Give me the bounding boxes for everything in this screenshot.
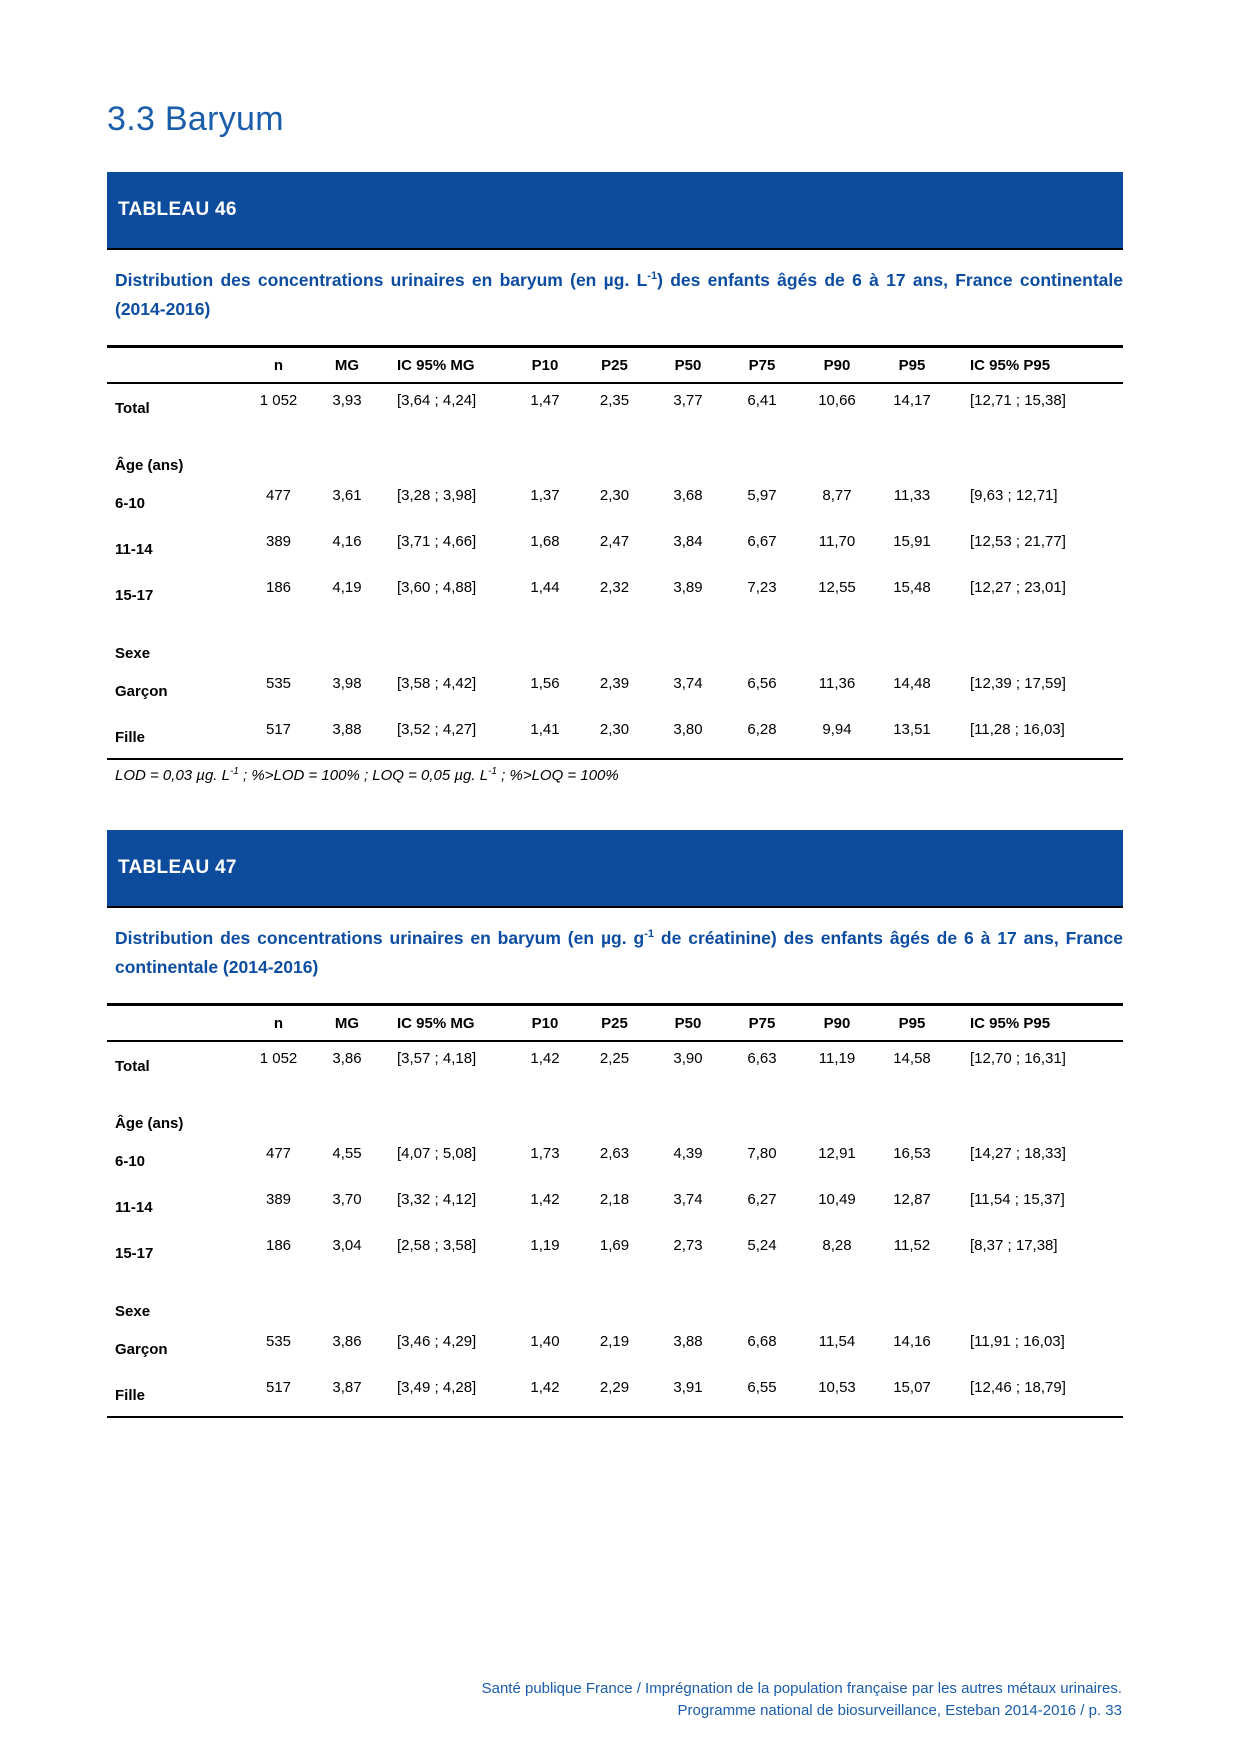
cell-6-10-ic-95-p95: [9,63 ; 12,71] — [970, 487, 1058, 504]
cell-garcon-p50: 3,74 — [673, 675, 703, 692]
column-header-blank — [107, 347, 245, 384]
cell-garcon-ic-95-mg: [3,46 ; 4,29] — [397, 1333, 477, 1350]
cell-sexe-mg — [312, 617, 382, 667]
table-row-total — [107, 1041, 1123, 1087]
column-header-p90: P90 — [799, 1005, 875, 1042]
cell-6-10-p25: 2,30 — [599, 487, 630, 504]
cell-sexe-p95 — [875, 1275, 949, 1325]
column-header-ic-95-p95: IC 95% P95 — [949, 1005, 1123, 1042]
row-label: 6-10 — [115, 495, 146, 512]
cell-11-14-p50: 3,74 — [673, 1191, 703, 1208]
cell-11-14-p25: 2,47 — [599, 533, 630, 550]
cell-total-p95: 14,17 — [893, 392, 931, 409]
cell-total-ic-95-mg: [3,57 ; 4,18] — [397, 1050, 477, 1067]
cell-11-14-p25: 2,18 — [599, 1191, 630, 1208]
cell-6-10-p95: 11,33 — [893, 487, 931, 504]
cell-11-14-n: 389 — [265, 533, 292, 550]
cell-garcon-ic-95-p95: [12,39 ; 17,59] — [970, 675, 1066, 692]
cell-age-ans-p75 — [725, 429, 799, 479]
cell-garcon-mg: 3,98 — [332, 675, 362, 692]
cell-total-mg: 3,93 — [332, 392, 362, 409]
column-header-n: n — [245, 347, 312, 384]
table-row-age-ans — [107, 1087, 1123, 1137]
cell-age-ans-p90 — [799, 1087, 875, 1137]
cell-age-ans-p25 — [578, 1087, 651, 1137]
cell-fille-p50: 3,80 — [673, 721, 703, 738]
cell-15-17-p25: 1,69 — [599, 1237, 630, 1254]
cell-15-17-ic-95-mg: [2,58 ; 3,58] — [397, 1237, 477, 1254]
cell-age-ans-ic-95-p95 — [949, 429, 1123, 479]
cell-6-10-mg: 3,61 — [332, 487, 362, 504]
cell-11-14-ic-95-p95: [12,53 ; 21,77] — [970, 533, 1066, 550]
cell-total-p50: 3,90 — [673, 1050, 703, 1067]
cell-11-14-p95: 15,91 — [893, 533, 931, 550]
row-label: 15-17 — [115, 587, 154, 604]
table-row-total — [107, 383, 1123, 429]
cell-fille-ic-95-mg: [3,49 ; 4,28] — [397, 1379, 477, 1396]
row-label: Sexe — [115, 645, 151, 662]
cell-15-17-n: 186 — [265, 1237, 292, 1254]
tableau-47-block — [107, 830, 1123, 1418]
tableau-47-subtitle-pre: Distribution des concentrations urinaires en baryum (en µg. g — [115, 928, 645, 948]
row-label: Âge (ans) — [115, 1115, 184, 1132]
cell-age-ans-p50 — [651, 429, 725, 479]
footnote-text: LOD = 0,03 µg. L — [115, 767, 230, 784]
footnote-superscript: -1 — [229, 766, 239, 777]
footnote-text: ; %>LOD = 100% ; LOQ = 0,05 µg. L — [238, 767, 489, 784]
tableau-46-subtitle-post: ) des enfants âgés de 6 à 17 ans, France continentale (2014-2016) — [115, 270, 1123, 319]
cell-total-p50: 3,77 — [673, 392, 703, 409]
tableau-47-table — [107, 1003, 1123, 1418]
column-header-ic-95-mg: IC 95% MG — [382, 1005, 512, 1042]
cell-total-p10: 1,42 — [530, 1050, 560, 1067]
cell-garcon-p90: 11,54 — [818, 1333, 856, 1350]
cell-age-ans-ic-95-mg — [382, 429, 512, 479]
cell-total-n: 1 052 — [259, 1050, 298, 1067]
column-header-mg: MG — [312, 1005, 382, 1042]
column-header-p10: P10 — [512, 1005, 578, 1042]
cell-garcon-p95: 14,48 — [893, 675, 931, 692]
cell-age-ans-ic-95-p95 — [949, 1087, 1123, 1137]
cell-11-14-ic-95-p95: [11,54 ; 15,37] — [970, 1191, 1065, 1208]
cell-sexe-n — [245, 617, 312, 667]
cell-sexe-ic-95-mg — [382, 1275, 512, 1325]
cell-15-17-p90: 8,28 — [822, 1237, 852, 1254]
cell-total-p75: 6,63 — [747, 1050, 777, 1067]
cell-sexe-p10 — [512, 617, 578, 667]
cell-6-10-p75: 5,97 — [747, 487, 777, 504]
section-title: 3.3 Baryum — [107, 100, 284, 138]
tableau-46-table — [107, 345, 1123, 760]
cell-garcon-p50: 3,88 — [673, 1333, 703, 1350]
column-header-ic-95-p95: IC 95% P95 — [949, 347, 1123, 384]
row-label: Fille — [115, 1387, 146, 1404]
cell-15-17-ic-95-p95: [12,27 ; 23,01] — [970, 579, 1066, 596]
tableau-46-subtitle-superscript: -1 — [647, 270, 658, 283]
cell-11-14-p75: 6,67 — [747, 533, 777, 550]
cell-6-10-p10: 1,73 — [530, 1145, 560, 1162]
row-label: 15-17 — [115, 1245, 154, 1262]
cell-garcon-p90: 11,36 — [818, 675, 856, 692]
cell-age-ans-p95 — [875, 1087, 949, 1137]
cell-sexe-p10 — [512, 1275, 578, 1325]
cell-fille-p95: 15,07 — [893, 1379, 931, 1396]
table-row-sexe — [107, 1275, 1123, 1325]
tableau-47-subtitle-superscript: -1 — [644, 928, 654, 941]
cell-total-p25: 2,25 — [599, 1050, 630, 1067]
tableau-46-block — [107, 172, 1123, 784]
page-footer — [482, 1678, 1122, 1722]
row-label: Sexe — [115, 1303, 151, 1320]
cell-sexe-p75 — [725, 1275, 799, 1325]
cell-fille-ic-95-p95: [12,46 ; 18,79] — [970, 1379, 1066, 1396]
cell-sexe-ic-95-p95 — [949, 617, 1123, 667]
cell-6-10-p90: 12,91 — [818, 1145, 856, 1162]
cell-15-17-p75: 7,23 — [747, 579, 777, 596]
cell-15-17-p25: 2,32 — [599, 579, 630, 596]
column-header-blank — [107, 1005, 245, 1042]
cell-6-10-p90: 8,77 — [822, 487, 852, 504]
tableau-46-subtitle-pre: Distribution des concentrations urinaires en baryum (en µg. L — [115, 270, 648, 290]
cell-6-10-p50: 3,68 — [673, 487, 703, 504]
cell-6-10-n: 477 — [265, 1145, 292, 1162]
cell-fille-p90: 10,53 — [818, 1379, 856, 1396]
cell-6-10-ic-95-p95: [14,27 ; 18,33] — [970, 1145, 1066, 1162]
column-header-p25: P25 — [578, 347, 651, 384]
cell-total-p10: 1,47 — [530, 392, 560, 409]
cell-15-17-p90: 12,55 — [818, 579, 856, 596]
cell-garcon-n: 535 — [265, 1333, 292, 1350]
cell-sexe-n — [245, 1275, 312, 1325]
tableau-47-banner — [107, 830, 1123, 908]
column-header-p25: P25 — [578, 1005, 651, 1042]
cell-total-n: 1 052 — [259, 392, 298, 409]
cell-age-ans-p10 — [512, 1087, 578, 1137]
cell-15-17-p50: 3,89 — [673, 579, 703, 596]
cell-15-17-p95: 15,48 — [893, 579, 931, 596]
cell-6-10-p25: 2,63 — [599, 1145, 630, 1162]
cell-6-10-p95: 16,53 — [893, 1145, 931, 1162]
cell-sexe-p25 — [578, 617, 651, 667]
row-label: 11-14 — [115, 1199, 153, 1216]
cell-15-17-ic-95-p95: [8,37 ; 17,38] — [970, 1237, 1058, 1254]
cell-11-14-p50: 3,84 — [673, 533, 703, 550]
cell-sexe-p50 — [651, 1275, 725, 1325]
cell-total-ic-95-p95: [12,70 ; 16,31] — [970, 1050, 1066, 1067]
cell-6-10-p50: 4,39 — [673, 1145, 703, 1162]
cell-sexe-p75 — [725, 617, 799, 667]
table-row-age-ans — [107, 429, 1123, 479]
cell-garcon-ic-95-p95: [11,91 ; 16,03] — [970, 1333, 1065, 1350]
column-header-p50: P50 — [651, 1005, 725, 1042]
cell-11-14-p90: 11,70 — [818, 533, 856, 550]
table-row-11-14 — [107, 525, 1123, 571]
tableau-47-banner-title: TABLEAU 47 — [118, 857, 237, 878]
tableau-46-banner — [107, 172, 1123, 250]
footer-line-1: Santé publique France / Imprégnation de la population française par les autres métaux urinaires. — [481, 1680, 1122, 1697]
cell-11-14-ic-95-mg: [3,32 ; 4,12] — [397, 1191, 477, 1208]
cell-15-17-mg: 4,19 — [332, 579, 362, 596]
table-row-fille — [107, 713, 1123, 759]
tableau-46-footnote — [107, 767, 1123, 784]
cell-total-p75: 6,41 — [747, 392, 777, 409]
table-row-sexe — [107, 617, 1123, 667]
cell-sexe-p90 — [799, 617, 875, 667]
cell-11-14-p10: 1,68 — [530, 533, 560, 550]
cell-fille-p10: 1,42 — [530, 1379, 560, 1396]
cell-11-14-mg: 4,16 — [332, 533, 362, 550]
table-header-row — [107, 347, 1123, 384]
cell-15-17-mg: 3,04 — [332, 1237, 362, 1254]
cell-fille-p10: 1,41 — [530, 721, 560, 738]
cell-age-ans-p75 — [725, 1087, 799, 1137]
cell-fille-p75: 6,28 — [747, 721, 777, 738]
row-label: 11-14 — [115, 541, 153, 558]
cell-age-ans-n — [245, 1087, 312, 1137]
footnote-text: ; %>LOQ = 100% — [496, 767, 619, 784]
cell-total-ic-95-p95: [12,71 ; 15,38] — [970, 392, 1066, 409]
column-header-ic-95-mg: IC 95% MG — [382, 347, 512, 384]
column-header-p75: P75 — [725, 1005, 799, 1042]
tableau-46-subtitle — [107, 266, 1123, 324]
cell-fille-mg: 3,88 — [332, 721, 362, 738]
cell-age-ans-p95 — [875, 429, 949, 479]
table-row-6-10 — [107, 1137, 1123, 1183]
cell-6-10-mg: 4,55 — [332, 1145, 362, 1162]
cell-6-10-p75: 7,80 — [747, 1145, 777, 1162]
column-header-p75: P75 — [725, 347, 799, 384]
cell-fille-p25: 2,29 — [599, 1379, 630, 1396]
cell-total-p90: 11,19 — [818, 1050, 856, 1067]
cell-fille-p25: 2,30 — [599, 721, 630, 738]
cell-age-ans-p90 — [799, 429, 875, 479]
cell-garcon-p10: 1,40 — [530, 1333, 560, 1350]
cell-age-ans-p50 — [651, 1087, 725, 1137]
cell-total-mg: 3,86 — [332, 1050, 362, 1067]
cell-sexe-mg — [312, 1275, 382, 1325]
cell-sexe-ic-95-p95 — [949, 1275, 1123, 1325]
cell-11-14-p95: 12,87 — [893, 1191, 931, 1208]
cell-sexe-p25 — [578, 1275, 651, 1325]
cell-fille-p95: 13,51 — [893, 721, 931, 738]
cell-15-17-p95: 11,52 — [893, 1237, 931, 1254]
table-row-garcon — [107, 1325, 1123, 1371]
table-row-11-14 — [107, 1183, 1123, 1229]
cell-15-17-n: 186 — [265, 579, 292, 596]
cell-garcon-p75: 6,56 — [747, 675, 777, 692]
row-label: Garçon — [115, 1341, 168, 1358]
row-label: Fille — [115, 729, 146, 746]
column-header-p95: P95 — [875, 1005, 949, 1042]
cell-garcon-mg: 3,86 — [332, 1333, 362, 1350]
cell-sexe-p95 — [875, 617, 949, 667]
cell-age-ans-p25 — [578, 429, 651, 479]
row-label: Total — [115, 1058, 150, 1075]
row-label: Garçon — [115, 683, 168, 700]
table-row-15-17 — [107, 571, 1123, 617]
cell-6-10-ic-95-mg: [3,28 ; 3,98] — [397, 487, 477, 504]
cell-total-ic-95-mg: [3,64 ; 4,24] — [397, 392, 477, 409]
cell-fille-ic-95-p95: [11,28 ; 16,03] — [970, 721, 1065, 738]
cell-fille-mg: 3,87 — [332, 1379, 362, 1396]
footer-line-2: Programme national de biosurveillance, Esteban 2014-2016 / p. 33 — [677, 1702, 1122, 1719]
cell-15-17-p75: 5,24 — [747, 1237, 777, 1254]
cell-11-14-p75: 6,27 — [747, 1191, 777, 1208]
column-header-p95: P95 — [875, 347, 949, 384]
cell-11-14-ic-95-mg: [3,71 ; 4,66] — [397, 533, 477, 550]
cell-11-14-mg: 3,70 — [332, 1191, 362, 1208]
cell-fille-p50: 3,91 — [673, 1379, 703, 1396]
cell-fille-n: 517 — [265, 1379, 292, 1396]
table-row-garcon — [107, 667, 1123, 713]
table-row-15-17 — [107, 1229, 1123, 1275]
cell-fille-ic-95-mg: [3,52 ; 4,27] — [397, 721, 477, 738]
column-header-mg: MG — [312, 347, 382, 384]
tableau-47-subtitle-post: de créatinine) des enfants âgés de 6 à 17 ans, France continentale (2014-2016) — [115, 928, 1123, 977]
cell-age-ans-mg — [312, 1087, 382, 1137]
cell-15-17-ic-95-mg: [3,60 ; 4,88] — [397, 579, 477, 596]
cell-total-p25: 2,35 — [599, 392, 630, 409]
cell-sexe-ic-95-mg — [382, 617, 512, 667]
cell-garcon-p10: 1,56 — [530, 675, 560, 692]
cell-garcon-ic-95-mg: [3,58 ; 4,42] — [397, 675, 477, 692]
cell-11-14-p10: 1,42 — [530, 1191, 560, 1208]
cell-fille-p90: 9,94 — [822, 721, 852, 738]
cell-age-ans-n — [245, 429, 312, 479]
cell-11-14-n: 389 — [265, 1191, 292, 1208]
tableau-46-banner-title: TABLEAU 46 — [118, 199, 237, 220]
cell-garcon-p95: 14,16 — [893, 1333, 931, 1350]
cell-6-10-ic-95-mg: [4,07 ; 5,08] — [397, 1145, 477, 1162]
row-label: 6-10 — [115, 1153, 146, 1170]
tableau-47-subtitle — [107, 924, 1123, 982]
column-header-p10: P10 — [512, 347, 578, 384]
cell-garcon-p25: 2,39 — [599, 675, 630, 692]
cell-6-10-n: 477 — [265, 487, 292, 504]
cell-11-14-p90: 10,49 — [818, 1191, 856, 1208]
cell-total-p90: 10,66 — [818, 392, 856, 409]
table-row-6-10 — [107, 479, 1123, 525]
cell-fille-p75: 6,55 — [747, 1379, 777, 1396]
cell-15-17-p10: 1,19 — [530, 1237, 560, 1254]
cell-age-ans-mg — [312, 429, 382, 479]
footnote-superscript: -1 — [488, 766, 497, 777]
row-label: Total — [115, 400, 150, 417]
cell-age-ans-p10 — [512, 429, 578, 479]
column-header-n: n — [245, 1005, 312, 1042]
cell-garcon-p75: 6,68 — [747, 1333, 777, 1350]
column-header-p90: P90 — [799, 347, 875, 384]
cell-garcon-n: 535 — [265, 675, 292, 692]
cell-fille-n: 517 — [265, 721, 292, 738]
cell-6-10-p10: 1,37 — [530, 487, 560, 504]
cell-age-ans-ic-95-mg — [382, 1087, 512, 1137]
row-label: Âge (ans) — [115, 457, 184, 474]
cell-15-17-p50: 2,73 — [673, 1237, 703, 1254]
cell-15-17-p10: 1,44 — [530, 579, 560, 596]
cell-garcon-p25: 2,19 — [599, 1333, 630, 1350]
table-row-fille — [107, 1371, 1123, 1417]
cell-sexe-p50 — [651, 617, 725, 667]
column-header-p50: P50 — [651, 347, 725, 384]
cell-sexe-p90 — [799, 1275, 875, 1325]
cell-total-p95: 14,58 — [893, 1050, 931, 1067]
table-header-row — [107, 1005, 1123, 1042]
